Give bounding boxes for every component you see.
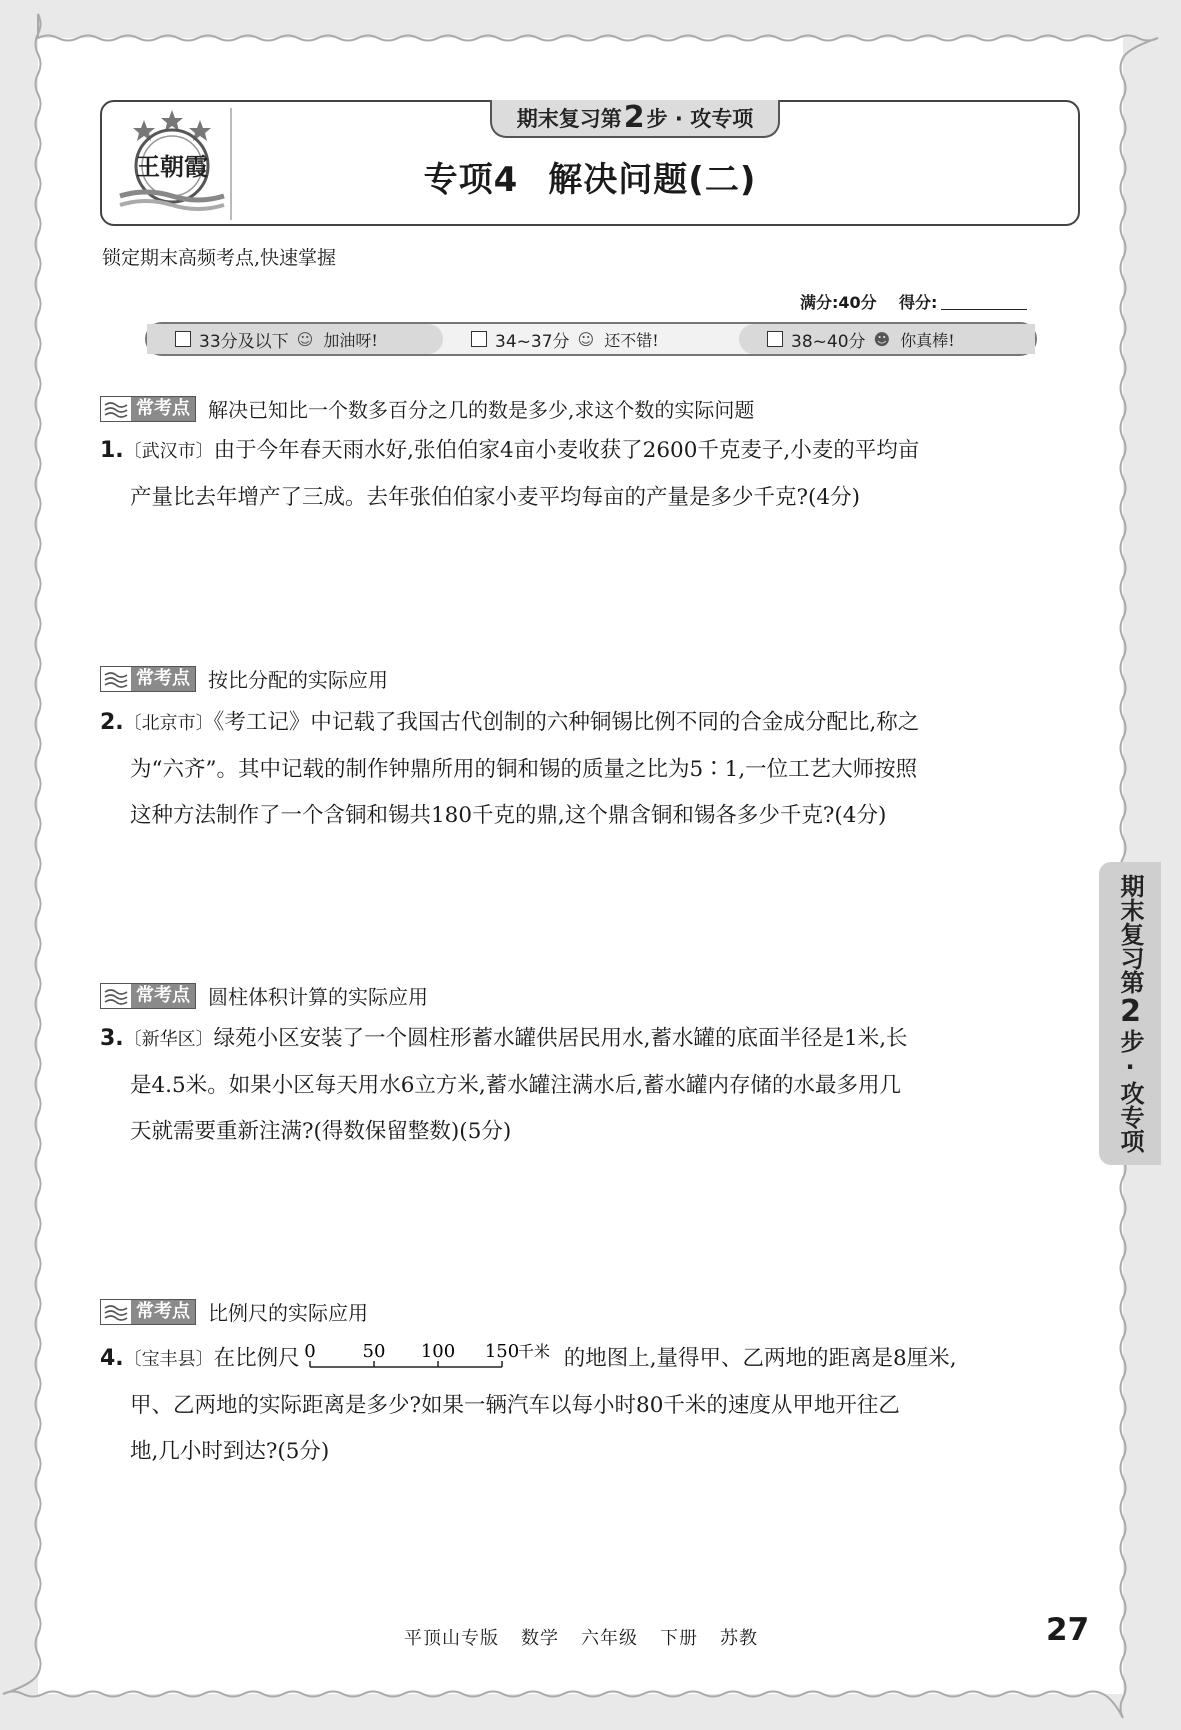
score-blank[interactable] xyxy=(941,309,1027,310)
rating-bar xyxy=(145,322,1037,356)
keypoint-text: 比例尺的实际应用 xyxy=(208,1301,368,1325)
question-line: 《考工记》中记载了我国古代创制的六种铜锡比例不同的合金成分配比,称之 xyxy=(213,710,920,735)
keypoint-heading xyxy=(100,664,388,693)
rating-message: 还不错! xyxy=(604,330,659,350)
question-line: 这种方法制作了一个含铜和锡共180千克的鼎,这个鼎含铜和锡各多少千克?(4分) xyxy=(130,803,887,828)
footer xyxy=(404,1624,780,1650)
keypoint-badge-label: 常考点 xyxy=(131,397,195,421)
rating-range: 33分及以下 xyxy=(199,331,289,352)
wave-icon xyxy=(101,397,131,421)
rating-range: 38~40分 xyxy=(791,331,866,352)
footer-publisher: 苏教 xyxy=(720,1628,758,1649)
smile-face-icon: ☻ xyxy=(873,329,891,349)
step-suffix: 步 · 攻专项 xyxy=(646,107,754,131)
step-number: 2 xyxy=(623,100,645,135)
question-1 xyxy=(100,428,1085,521)
footer-subject: 数学 xyxy=(521,1628,559,1649)
rating-message: 加油呀! xyxy=(323,330,378,350)
question-line: 产量比去年增产了三成。去年张伯伯家小麦平均每亩的产量是多少千克?(4分) xyxy=(130,485,860,510)
title-subject: 解决问题(二) xyxy=(548,160,757,200)
wave-icon xyxy=(101,667,131,691)
wave-icon xyxy=(101,984,131,1008)
scale-bar xyxy=(303,1341,558,1371)
rating-option[interactable] xyxy=(443,324,739,354)
score-label: 得分: xyxy=(898,293,938,312)
side-tab-line: 步·攻专项 xyxy=(1116,1029,1144,1153)
keypoint-badge-label: 常考点 xyxy=(131,667,195,691)
title-topic: 专项4 xyxy=(423,160,519,200)
step-pill xyxy=(490,100,780,138)
question-source: 〔宝丰县〕 xyxy=(123,1349,214,1370)
keypoint-heading xyxy=(100,394,754,423)
question-number: 2. xyxy=(100,710,124,735)
keypoint-badge-label: 常考点 xyxy=(131,984,195,1008)
scale-tick-label: 0 xyxy=(303,1341,316,1362)
score-line xyxy=(800,290,1027,313)
rating-option[interactable] xyxy=(739,324,1035,354)
question-number: 3. xyxy=(100,1026,124,1051)
question-text: 在比例尺 xyxy=(213,1346,300,1371)
rating-message: 你真棒! xyxy=(900,330,955,350)
rating-option[interactable] xyxy=(147,324,443,354)
footer-volume: 下册 xyxy=(660,1628,698,1649)
question-line: 由于今年春天雨水好,张伯伯家4亩小麦收获了2600千克麦子,小麦的平均亩 xyxy=(213,438,920,463)
smile-face-icon: ☺ xyxy=(296,329,314,349)
keypoint-badge xyxy=(100,983,196,1009)
page-title xyxy=(102,152,1078,201)
keypoint-heading xyxy=(100,981,428,1010)
keypoint-badge-label: 常考点 xyxy=(131,1300,195,1324)
question-text: 的地图上,量得甲、乙两地的距离是8厘米, xyxy=(563,1346,957,1371)
keypoint-badge xyxy=(100,396,196,422)
keypoint-badge xyxy=(100,666,196,692)
footer-grade: 六年级 xyxy=(581,1628,638,1649)
page-number: 27 xyxy=(1046,1612,1090,1648)
wave-icon xyxy=(101,1300,131,1324)
intro-text: 锁定期末高频考点,快速掌握 xyxy=(102,247,337,269)
question-2 xyxy=(100,700,1085,839)
question-line: 天就需要重新注满?(得数保留整数)(5分) xyxy=(130,1119,512,1144)
question-source: 〔北京市〕 xyxy=(123,713,214,734)
question-line: 为“六齐”。其中记载的制作钟鼎所用的铜和锡的质量之比为5∶1,一位工艺大师按照 xyxy=(130,757,918,782)
question-line: 绿苑小区安装了一个圆柱形蓄水罐供居民用水,蓄水罐的底面半径是1米,长 xyxy=(213,1026,908,1051)
keypoint-heading xyxy=(100,1297,368,1326)
scale-tick-label: 50 xyxy=(362,1341,386,1362)
rating-range: 34~37分 xyxy=(495,331,570,352)
side-chapter-tab xyxy=(1099,862,1161,1165)
side-tab-number: 2 xyxy=(1113,994,1148,1029)
keypoint-text: 圆柱体积计算的实际应用 xyxy=(208,985,428,1009)
question-source: 〔新华区〕 xyxy=(123,1029,214,1050)
full-score: 满分:40分 xyxy=(800,293,877,312)
keypoint-text: 解决已知比一个数多百分之几的数是多少,求这个数的实际问题 xyxy=(208,398,755,422)
question-source: 〔武汉市〕 xyxy=(123,441,214,462)
logo-text: 王朝霞 xyxy=(136,152,208,181)
checkbox-icon[interactable] xyxy=(767,331,783,347)
question-line: 是4.5米。如果小区每天用水6立方米,蓄水罐注满水后,蓄水罐内存储的水最多用几 xyxy=(130,1073,902,1098)
question-3 xyxy=(100,1016,1085,1155)
question-line: 甲、乙两地的实际距离是多少?如果一辆汽车以每小时80千米的速度从甲地开往乙 xyxy=(130,1393,900,1418)
question-line: 地,几小时到达?(5分) xyxy=(130,1439,330,1464)
checkbox-icon[interactable] xyxy=(175,331,191,347)
question-number: 4. xyxy=(100,1346,124,1371)
keypoint-badge xyxy=(100,1299,196,1325)
checkbox-icon[interactable] xyxy=(471,331,487,347)
keypoint-text: 按比分配的实际应用 xyxy=(208,668,388,692)
side-tab-text xyxy=(1114,874,1146,1153)
side-tab-line: 期末复习第 xyxy=(1116,874,1144,994)
footer-edition: 平顶山专版 xyxy=(404,1628,499,1649)
scale-tick-label: 150 xyxy=(484,1341,519,1362)
step-prefix: 期末复习第 xyxy=(516,107,622,131)
smile-face-icon: ☺ xyxy=(577,329,595,349)
scale-tick-label: 100 xyxy=(420,1341,455,1362)
header-banner xyxy=(100,100,1080,226)
question-number: 1. xyxy=(100,438,124,463)
scale-unit: 千米 xyxy=(517,1342,550,1361)
question-4 xyxy=(100,1336,1085,1475)
